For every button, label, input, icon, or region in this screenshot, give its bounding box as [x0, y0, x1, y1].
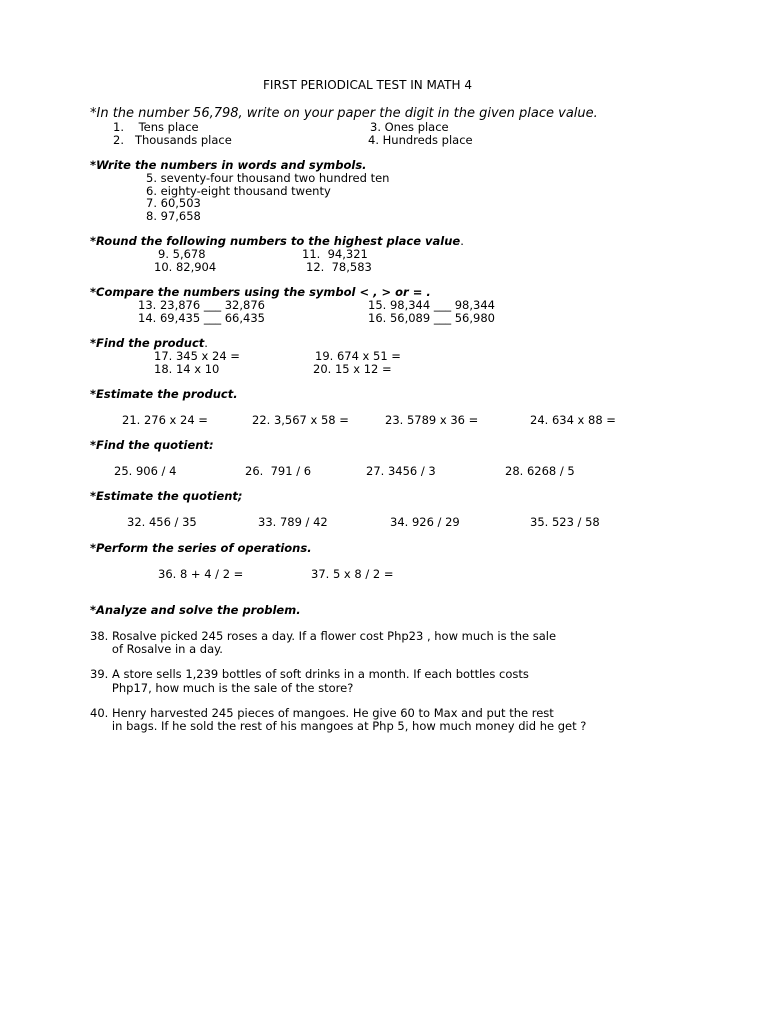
- page-title: FIRST PERIODICAL TEST IN MATH 4: [263, 78, 472, 92]
- question-item: 20. 15 x 12 =: [313, 362, 392, 376]
- question-item: 22. 3,567 x 58 =: [252, 413, 349, 427]
- question-item: 26. 791 / 6: [245, 464, 312, 478]
- question-item: 19. 674 x 51 =: [315, 349, 401, 363]
- problem-line: 40. Henry harvested 245 pieces of mangoes. He give 60 to Max and put the rest: [90, 706, 554, 720]
- section-heading-analyze: *Analyze and solve the problem.: [90, 603, 301, 617]
- question-item: 25. 906 / 4: [114, 464, 177, 478]
- question-item: 33. 789 / 42: [258, 515, 328, 529]
- section-heading-quotient: *Find the quotient:: [90, 438, 214, 452]
- section-heading-series: *Perform the series of operations.: [90, 541, 312, 555]
- section-heading-round: [90, 235, 464, 248]
- question-item: 24. 634 x 88 =: [530, 413, 616, 427]
- question-item: 3. Ones place: [370, 120, 449, 134]
- question-item: 11. 94,321: [302, 247, 368, 261]
- question-item: 5. seventy-four thousand two hundred ten: [146, 171, 390, 185]
- question-item: 14. 69,435 ___ 66,435: [138, 311, 265, 325]
- question-item: 36. 8 + 4 / 2 =: [158, 567, 244, 581]
- problem-line: in bags. If he sold the rest of his mangoes at Php 5, how much money did he get ?: [90, 719, 587, 733]
- section-heading-compare: *Compare the numbers using the symbol < , > or = .: [90, 285, 431, 299]
- question-item: 28. 6268 / 5: [505, 464, 575, 478]
- heading-text: *Find the product: [90, 336, 205, 350]
- question-item: 12. 78,583: [306, 260, 372, 274]
- heading-period: .: [204, 336, 208, 350]
- question-item: 2. Thousands place: [113, 133, 232, 147]
- question-item: 1. Tens place: [113, 120, 199, 134]
- problem-line: of Rosalve in a day.: [90, 642, 223, 656]
- question-item: 13. 23,876 ___ 32,876: [138, 298, 265, 312]
- question-item: 9. 5,678: [158, 247, 206, 261]
- question-item: 21. 276 x 24 =: [122, 413, 208, 427]
- section-heading-estimate-product: *Estimate the product.: [90, 387, 238, 401]
- heading-text: *Round the following numbers to the highest place value: [90, 234, 461, 248]
- question-item: 37. 5 x 8 / 2 =: [311, 567, 394, 581]
- question-item: 18. 14 x 10: [154, 362, 220, 376]
- question-item: 17. 345 x 24 =: [154, 349, 240, 363]
- question-item: 15. 98,344 ___ 98,344: [368, 298, 495, 312]
- question-item: 7. 60,503: [146, 196, 201, 210]
- question-item: 27. 3456 / 3: [366, 464, 436, 478]
- problem-line: Php17, how much is the sale of the store?: [90, 681, 354, 695]
- question-item: 35. 523 / 58: [530, 515, 600, 529]
- question-item: 6. eighty-eight thousand twenty: [146, 184, 331, 198]
- question-item: 23. 5789 x 36 =: [385, 413, 479, 427]
- heading-period: .: [460, 234, 464, 248]
- question-item: 16. 56,089 ___ 56,980: [368, 311, 495, 325]
- place-value-instruction: *In the number 56,798, write on your paper the digit in the given place value.: [90, 106, 598, 121]
- question-item: 4. Hundreds place: [368, 133, 473, 147]
- question-item: 32. 456 / 35: [127, 515, 197, 529]
- question-item: 10. 82,904: [154, 260, 217, 274]
- section-heading-words: *Write the numbers in words and symbols.: [90, 158, 367, 172]
- section-heading-estimate-quotient: *Estimate the quotient;: [90, 489, 243, 503]
- problem-line: 39. A store sells 1,239 bottles of soft drinks in a month. If each bottles costs: [90, 667, 529, 681]
- question-item: 8. 97,658: [146, 209, 201, 223]
- question-item: 34. 926 / 29: [390, 515, 460, 529]
- problem-line: 38. Rosalve picked 245 roses a day. If a flower cost Php23 , how much is the sale: [90, 629, 557, 643]
